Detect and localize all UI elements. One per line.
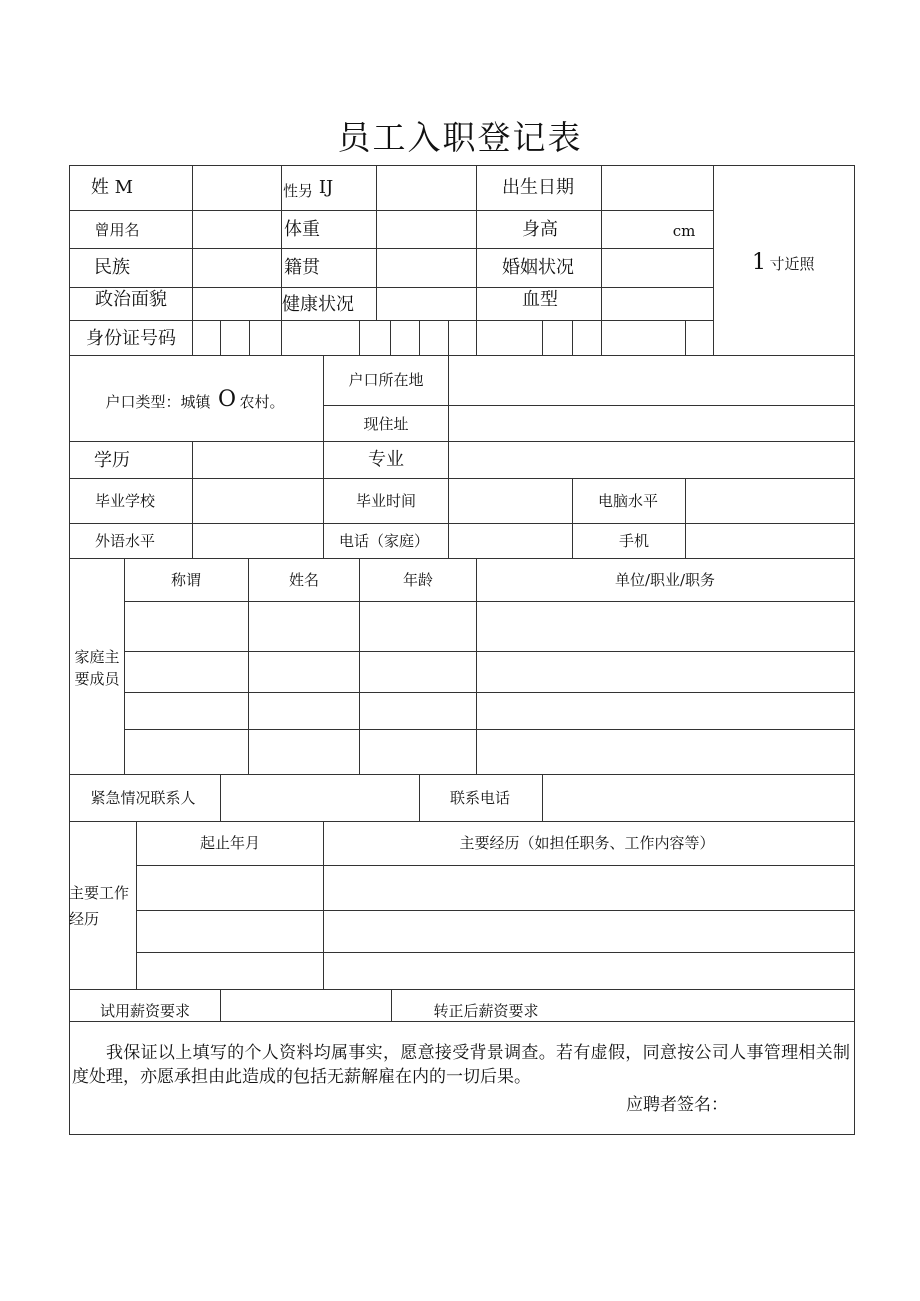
table-rule-v [572,320,573,356]
table-rule-v [448,355,449,479]
table-rule-v [542,320,543,356]
table-rule-v [359,320,360,356]
form-title: 员工入职登记表 [337,118,583,157]
table-rule-v [124,558,125,775]
table-rule-v [248,558,249,775]
table-rule-h [124,651,855,652]
table-rule-v [476,558,477,775]
computer-level-label: 电脑水平 [597,492,659,510]
graduate-school-label: 毕业学校 [94,492,156,510]
table-rule-h [69,1021,855,1022]
table-rule-h [69,287,714,288]
table-rule-v [323,355,324,442]
table-rule-v [323,441,324,559]
signature-label: 应聘者签名： [626,1095,728,1115]
gender-label: 性另 [282,182,314,200]
table-rule-v [220,989,221,1022]
table-rule-h [136,910,855,911]
table-rule-h [69,523,855,524]
table-rule-h [69,165,855,166]
table-rule-v [685,478,686,559]
table-rule-v [192,441,193,559]
table-rule-h [69,774,855,775]
table-rule-h [323,405,855,406]
emergency-contact-label: 紧急情况联系人 [90,789,196,807]
table-rule-v [685,320,686,356]
table-rule-v [448,478,449,559]
table-rule-h [69,355,855,356]
native-place-label: 籍贯 [284,257,320,278]
work-section-label: 主要工作经历 [69,884,130,928]
table-rule-h [69,210,714,211]
table-rule-h [69,558,855,559]
regular-salary-label: 转正后薪资要求 [433,1002,539,1020]
table-rule-v [448,320,449,356]
photo-number: 1 [752,250,766,275]
blood-type-label: 血型 [522,289,558,310]
marital-status-label: 婚姻状况 [502,257,574,278]
table-rule-v [359,558,360,775]
table-rule-h [136,952,855,953]
table-rule-v [419,774,420,822]
table-rule-h [69,478,855,479]
id-number-label: 身份证号码 [86,328,176,349]
table-rule-h [136,865,855,866]
hukou-type-rural: 农村。 [239,393,285,411]
education-label: 学历 [94,450,130,471]
table-rule-v [391,989,392,1022]
table-rule-v [69,165,70,1135]
graduation-time-label: 毕业时间 [355,492,417,510]
table-rule-v [249,320,250,356]
family-header-name: 姓名 [288,571,320,589]
table-rule-v [390,320,391,356]
probation-salary-label: 试用薪资要求 [99,1002,191,1020]
alias-label: 曾用名 [94,221,140,239]
political-status-label: 政治面貌 [95,289,167,310]
weight-label: 体重 [284,219,320,240]
family-section-label: 家庭主要成员 [74,648,120,688]
photo-label: 寸近照 [769,255,815,273]
major-label: 专业 [368,449,404,470]
table-rule-h [69,821,855,822]
table-rule-h [69,320,714,321]
hukou-location-label: 户口所在地 [348,371,424,389]
table-rule-h [69,248,714,249]
table-rule-h [69,989,855,990]
table-rule-v [854,165,855,1135]
family-header-relation: 称谓 [170,571,202,589]
table-rule-v [136,821,137,990]
gender-mark: IJ [318,177,334,198]
table-rule-v [323,821,324,990]
declaration-text: 我保证以上填写的个人资料均属事实，愿意接受背景调查。若有虚假，同意按公司人事管理相关制度处理，亦愿承担由此造成的包括无薪解雇在内的一切后果。 [72,1043,850,1087]
nation-label: 民族 [94,257,130,278]
table-rule-v [220,320,221,356]
height-label: 身高 [522,219,558,240]
table-rule-v [281,165,282,356]
work-period-header: 起止年月 [199,834,261,852]
table-rule-v [376,165,377,321]
table-rule-v [192,165,193,356]
family-header-employer: 单位/职业/职务 [614,571,716,589]
hukou-type-label: 户口类型：城镇 [105,393,211,411]
health-status-label: 健康状况 [282,294,354,315]
family-header-age: 年龄 [402,571,434,589]
work-detail-header: 主要经历（如担任职务、工作内容等） [459,834,715,852]
birth-date-label: 出生日期 [502,177,574,198]
table-rule-v [220,774,221,822]
table-rule-h [69,1134,855,1135]
emergency-phone-label: 联系电话 [449,789,511,807]
table-rule-v [542,774,543,822]
table-rule-h [124,729,855,730]
home-phone-label: 电话（家庭） [338,532,430,550]
mobile-label: 手机 [618,532,650,550]
table-rule-h [124,692,855,693]
height-unit: cm [672,222,696,240]
table-rule-v [572,478,573,559]
table-rule-v [713,165,714,356]
hukou-type-mark: O [217,387,237,412]
language-level-label: 外语水平 [94,532,156,550]
table-rule-v [419,320,420,356]
table-rule-h [124,601,855,602]
table-rule-v [601,165,602,356]
table-rule-h [69,441,855,442]
current-address-label: 现住址 [363,415,409,433]
table-rule-v [476,165,477,356]
name-label: 姓 M [90,177,134,198]
